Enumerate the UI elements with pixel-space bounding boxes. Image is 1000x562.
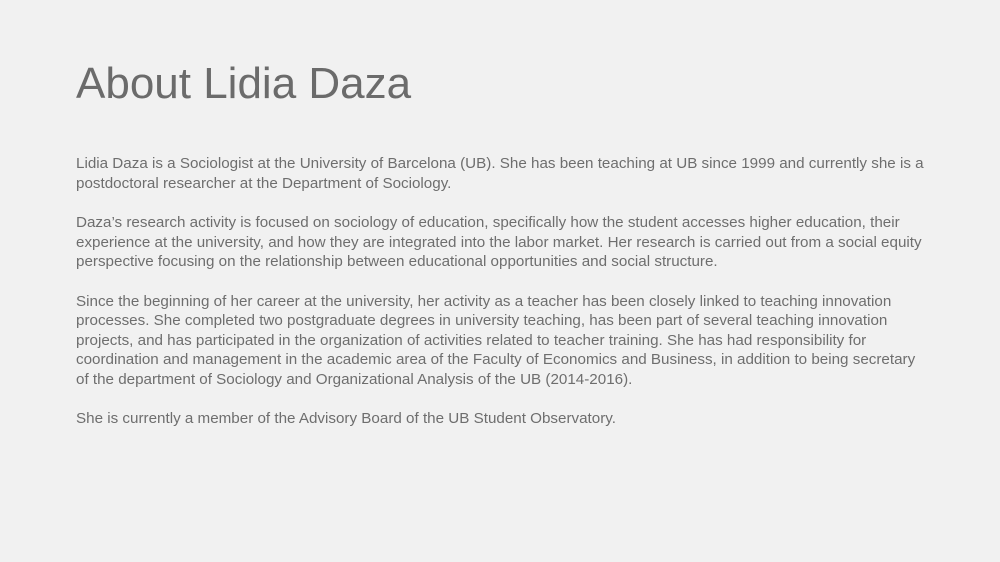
bio-paragraph-3: Since the beginning of her career at the university, her activity as a teacher has been closely linked to teaching innovation processes. She completed two postgraduate degrees in university teaching, has been part of several teaching innovation projects, and has participated in the organization of activities related to teacher training. She has had responsibility for coordination and management in the academic area of the Faculty of Economics and Business, in addition to being secretary of the department of Sociology and Organizational Analysis of the UB (2014-2016). bbox=[76, 292, 916, 388]
slide-body bbox=[76, 154, 926, 449]
bio-paragraph-2: Daza’s research activity is focused on sociology of education, specifically how the student accesses higher education, their experience at the university, and how they are integrated into the labor market. Her research is carried out from a social equity perspective focusing on the relationship between educational opportunities and social structure. bbox=[76, 214, 922, 270]
bio-paragraph-4: She is currently a member of the Advisory Board of the UB Student Observatory. bbox=[76, 410, 616, 427]
slide-title: About Lidia Daza bbox=[76, 59, 412, 108]
bio-paragraph-1: Lidia Daza is a Sociologist at the University of Barcelona (UB). She has been teaching at UB since 1999 and currently she is a postdoctoral researcher at the Department of Sociology. bbox=[76, 155, 924, 192]
